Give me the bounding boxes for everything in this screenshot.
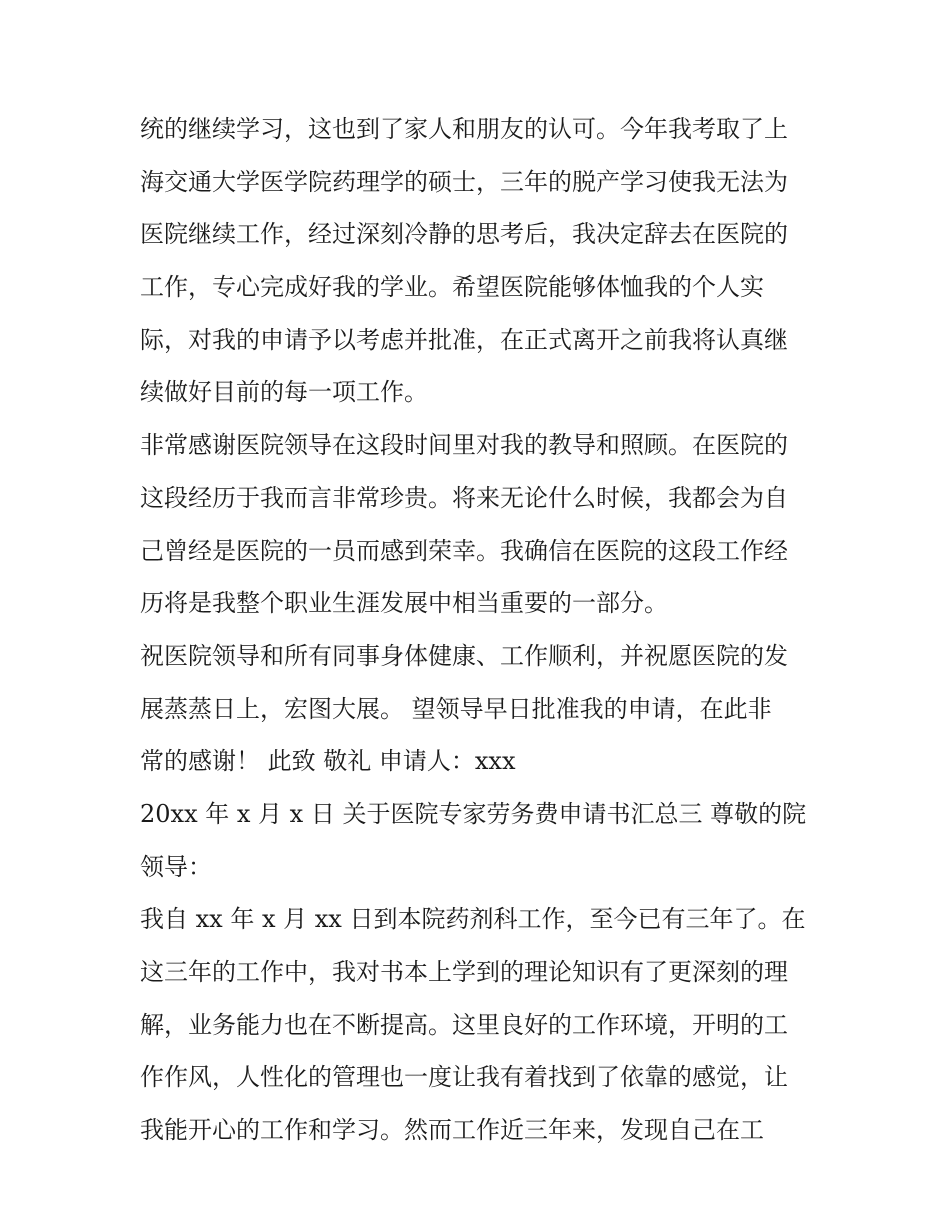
text-line: 际，对我的申请予以考虑并批准，在正式离开之前我将认真继 [140, 325, 788, 354]
text-line: 海交通大学医学院药理学的硕士，三年的脱产学习使我无法为 [140, 167, 788, 196]
text-line: 解，业务能力也在不断提高。这里良好的工作环境，开明的工 [140, 1010, 788, 1039]
text-line: 展蒸蒸日上，宏图大展。 望领导早日批准我的申请，在此非 [140, 694, 772, 723]
text-line: 统的继续学习，这也到了家人和朋友的认可。今年我考取了上 [140, 115, 788, 143]
text-line: 我自 xx 年 x 月 xx 日到本院药剂科工作，至今已有三年了。在 [140, 905, 806, 934]
text-line: 工作，专心完成好我的学业。希望医院能够体恤我的个人实 [140, 273, 764, 302]
text-line: 常的感谢！ 此致 敬礼 申请人：xxx [140, 747, 516, 776]
text-line: 这三年的工作中，我对书本上学到的理论知识有了更深刻的理 [140, 958, 788, 986]
text-line: 我能开心的工作和学习。然而工作近三年来，发现自己在工 [140, 1116, 764, 1145]
text-line: 己曾经是医院的一员而感到荣幸。我确信在医院的这段工作经 [140, 536, 788, 565]
text-line: 领导： [140, 852, 212, 881]
text-line: 医院继续工作，经过深刻冷静的思考后，我决定辞去在医院的 [140, 220, 788, 249]
text-line: 作作风，人性化的管理也一度让我有着找到了依靠的感觉，让 [140, 1063, 788, 1092]
text-line: 续做好目前的每一项工作。 [140, 378, 428, 407]
body-text [140, 103, 812, 1157]
text-line: 非常感谢医院领导在这段时间里对我的教导和照顾。在医院的 [140, 431, 788, 460]
text-line: 这段经历于我而言非常珍贵。将来无论什么时候，我都会为自 [140, 483, 788, 512]
text-line: 20xx 年 x 月 x 日 关于医院专家劳务费申请书汇总三 尊敬的院 [140, 799, 807, 828]
text-line: 历将是我整个职业生涯发展中相当重要的一部分。 [140, 589, 668, 618]
text-line: 祝医院领导和所有同事身体健康、工作顺利，并祝愿医院的发 [140, 641, 788, 670]
